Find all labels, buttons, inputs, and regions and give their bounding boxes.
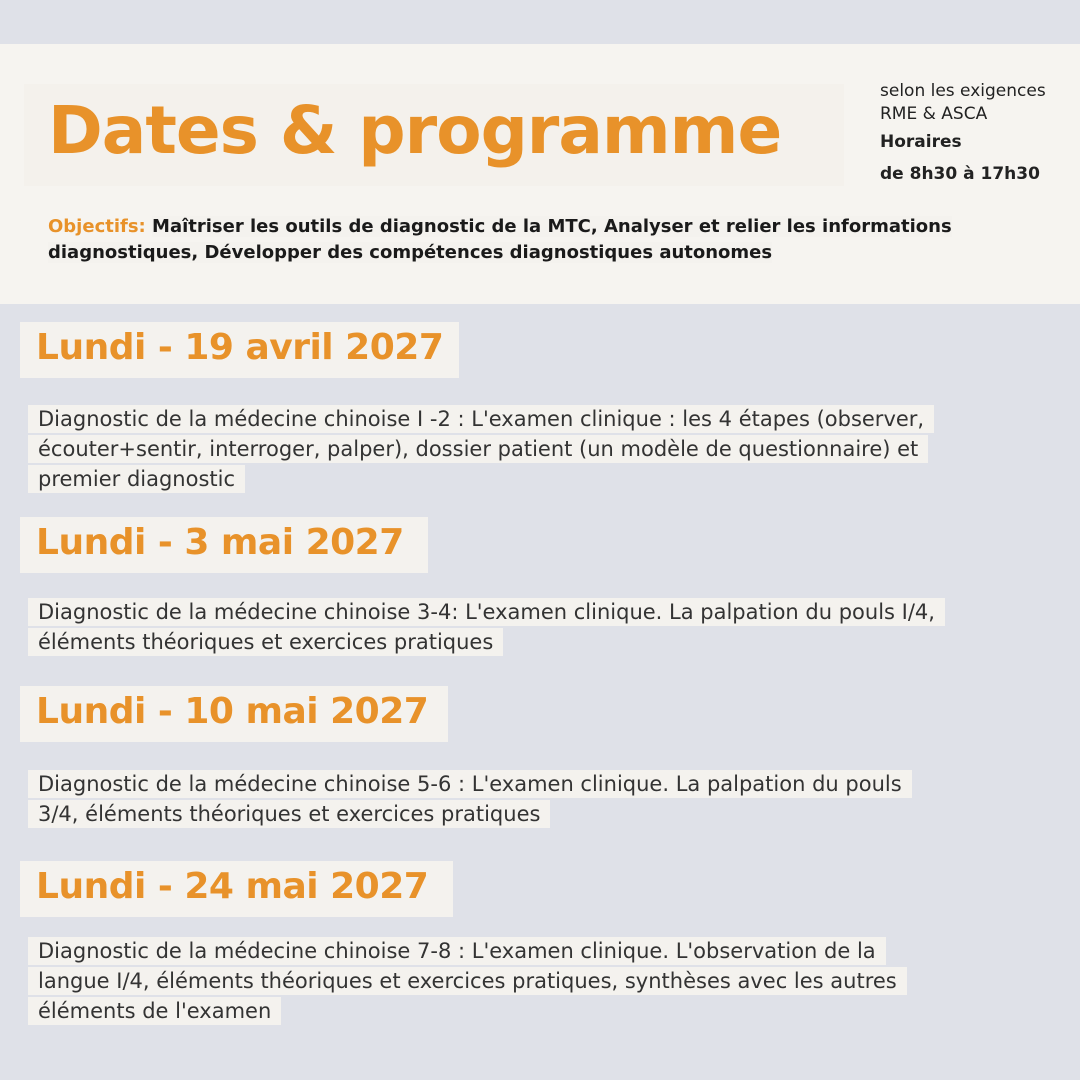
session-date: Lundi - 19 avril 2027 xyxy=(36,327,444,368)
session-date-box xyxy=(20,322,459,378)
requirements-line-1: selon les exigences xyxy=(880,81,1046,101)
page-title: Dates & programme xyxy=(48,92,782,169)
session-date-box xyxy=(20,517,428,573)
session-description-text: Diagnostic de la médecine chinoise 7-8 : L'examen clinique. L'observation de la langue I/4, éléments théoriques et exercices pratiques, synthèses avec les autres éléments de l'examen xyxy=(28,937,907,1025)
session-description xyxy=(28,936,948,1026)
objectives xyxy=(48,214,973,266)
objectives-text: Maîtriser les outils de diagnostic de la MTC, Analyser et relier les informations diagnostiques, Développer des compétences diagnostiques autonomes xyxy=(48,216,952,263)
session-description-text: Diagnostic de la médecine chinoise 5-6 : L'examen clinique. La palpation du pouls 3/4, éléments théoriques et exercices pratiques xyxy=(28,770,912,828)
session-date: Lundi - 24 mai 2027 xyxy=(36,866,429,907)
session-description xyxy=(28,597,948,657)
hours-label: Horaires xyxy=(880,132,962,152)
session-description-text: Diagnostic de la médecine chinoise 3-4: L'examen clinique. La palpation du pouls I/4, éléments théoriques et exercices pratiques xyxy=(28,598,945,656)
objectives-label: Objectifs: xyxy=(48,216,146,237)
session-description-text: Diagnostic de la médecine chinoise I -2 : L'examen clinique : les 4 étapes (observer, écouter+sentir, interroger, palper), dossier patient (un modèle de questionnaire) et premier diagnostic xyxy=(28,405,934,493)
side-info xyxy=(880,80,1070,186)
session-date-box xyxy=(20,861,453,917)
session-description xyxy=(28,404,948,494)
session-date: Lundi - 3 mai 2027 xyxy=(36,522,404,563)
requirements-line-2: RME & ASCA xyxy=(880,104,988,124)
session-date-box xyxy=(20,686,448,742)
hours-value: de 8h30 à 17h30 xyxy=(880,164,1040,184)
session-description xyxy=(28,769,948,829)
session-date: Lundi - 10 mai 2027 xyxy=(36,691,429,732)
